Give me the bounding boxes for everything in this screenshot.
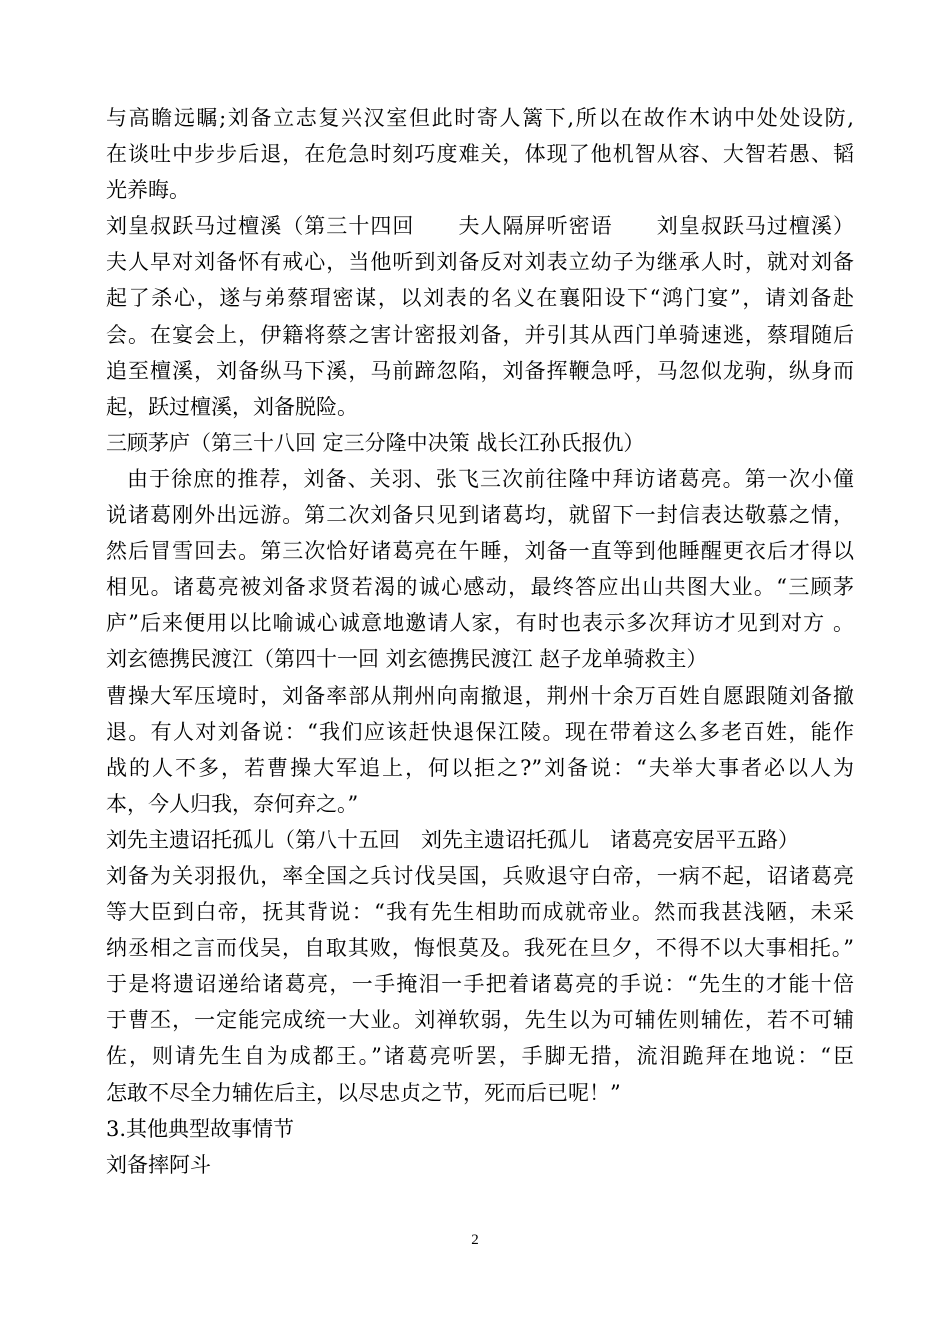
paragraph-line: 佐，则请先生自为成都王。”诸葛亮听罢，手脚无措，流泪跪拜在地说：“臣	[106, 1044, 854, 1069]
paragraph-line: 等大臣到白帝，抚其背说：“我有先生相助而成就帝业。然而我甚浅陋，未采	[106, 900, 854, 925]
paragraph-line: 追至檀溪，刘备纵马下溪，马前蹄忽陷，刘备挥鞭急呼，马忽似龙驹，纵身而	[106, 358, 854, 383]
paragraph-line: 在谈吐中步步后退，在危急时刻巧度难关，体现了他机智从容、大智若愚、韬	[106, 142, 854, 167]
paragraph-line: 由于徐庶的推荐，刘备、关羽、张飞三次前往隆中拜访诸葛亮。第一次小僮	[127, 466, 854, 491]
page-number: 2	[471, 1232, 479, 1248]
paragraph-line: 退。有人对刘备说：“我们应该赶快退保江陵。现在带着这么多老百姓，能作	[106, 719, 854, 744]
paragraph-line: 与高瞻远瞩;刘备立志复兴汉室但此时寄人篱下,所以在故作木讷中处处设防,	[106, 106, 854, 130]
section-heading: 3.其他典型故事情节	[106, 1116, 295, 1141]
paragraph-line: 战的人不多，若曹操大军追上，何以拒之?”刘备说：“夫举大事者必以人为	[106, 755, 854, 780]
paragraph-line: 然后冒雪回去。第三次恰好诸葛亮在午睡，刘备一直等到他睡醒更衣后才得以	[106, 539, 854, 564]
paragraph-line: 本，今人归我，奈何弃之。”	[106, 791, 359, 816]
paragraph-line: 庐”后来便用以比喻诚心诚意地邀请人家，有时也表示多次拜访才见到对方 。	[106, 611, 854, 636]
paragraph-line: 说诸葛刚外出远游。第二次刘备只见到诸葛均，就留下一封信表达敬慕之情，	[106, 503, 854, 528]
paragraph-line: 曹操大军压境时，刘备率部从荆州向南撤退，荆州十余万百姓自愿跟随刘备撤	[106, 683, 854, 708]
section-heading: 刘先主遗诏托孤儿（第八十五回 刘先主遗诏托孤儿 诸葛亮安居平五路）	[106, 827, 799, 852]
paragraph-line: 起，跃过檀溪，刘备脱险。	[106, 394, 358, 419]
paragraph-line: 起了杀心，遂与弟蔡瑁密谋，以刘表的名义在襄阳设下“鸿门宴”，请刘备赴	[106, 286, 854, 311]
paragraph-line: 光养晦。	[106, 178, 190, 203]
paragraph-line: 夫人早对刘备怀有戒心，当他听到刘备反对刘表立幼子为继承人时，就对刘备	[106, 250, 854, 275]
paragraph-line: 会。在宴会上，伊籍将蔡之害计密报刘备，并引其从西门单骑速逃，蔡瑁随后	[106, 322, 854, 347]
paragraph-line: 相见。诸葛亮被刘备求贤若渴的诚心感动，最终答应出山共图大业。“三顾茅	[106, 575, 854, 600]
section-heading: 三顾茅庐（第三十八回 定三分隆中决策 战长江孙氏报仇）	[106, 430, 645, 455]
paragraph-line: 怎敢不尽全力辅佐后主，以尽忠贞之节，死而后已呢！”	[106, 1080, 621, 1105]
document-body	[106, 100, 854, 1183]
paragraph-line: 纳丞相之言而伐吴，自取其败，悔恨莫及。我死在旦夕，不得不以大事相托。”	[106, 936, 854, 961]
paragraph-line: 于曹丕，一定能完成统一大业。刘禅软弱，先生以为可辅佐则辅佐，若不可辅	[106, 1008, 854, 1033]
paragraph-line: 于是将遗诏递给诸葛亮，一手掩泪一手把着诸葛亮的手说：“先生的才能十倍	[106, 972, 854, 997]
paragraph-line: 刘备为关羽报仇，率全国之兵讨伐吴国，兵败退守白帝，一病不起，诏诸葛亮	[106, 863, 854, 888]
section-heading: 刘皇叔跃马过檀溪（第三十四回 夫人隔屏听密语 刘皇叔跃马过檀溪）	[106, 214, 854, 239]
section-heading: 刘玄德携民渡江（第四十一回 刘玄德携民渡江 赵子龙单骑救主）	[106, 647, 708, 672]
section-heading: 刘备摔阿斗	[106, 1152, 211, 1177]
